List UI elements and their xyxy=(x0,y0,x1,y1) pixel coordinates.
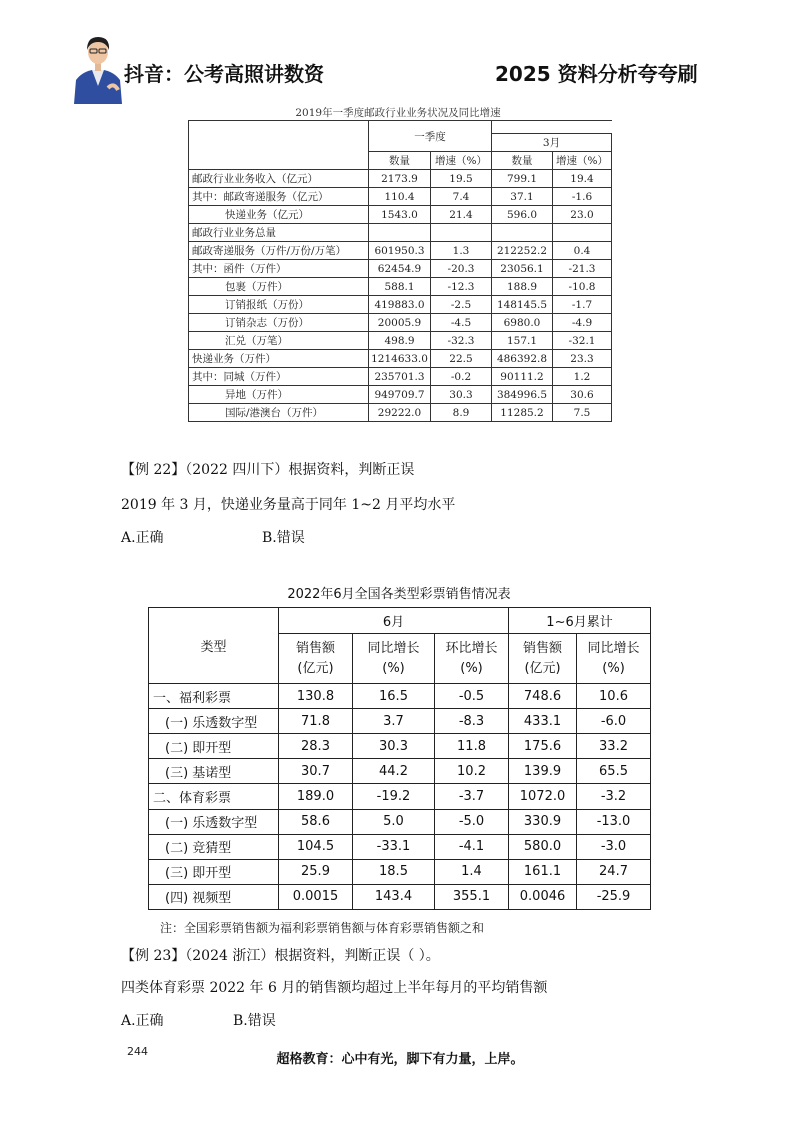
cell: 130.8 xyxy=(279,684,353,709)
row-label: 快递业务（亿元） xyxy=(189,206,369,224)
cell: 143.4 xyxy=(353,884,435,909)
col-header-line1: 销售额 xyxy=(523,640,563,656)
example23-title: 【例 23】（2024 浙江）根据资料，判断正误（ ）。 xyxy=(121,948,440,964)
row-label: (三) 基诺型 xyxy=(149,759,279,784)
table2-note: 注：全国彩票销售额为福利彩票销售额与体育彩票销售额之和 xyxy=(160,921,485,935)
table1-group-q1: 一季度 xyxy=(369,121,492,152)
cell: 23.3 xyxy=(553,350,612,368)
row-label: 邮政寄递服务（万件/万份/万笔） xyxy=(189,242,369,260)
cell: -0.2 xyxy=(431,368,492,386)
cell: 3.7 xyxy=(353,709,435,734)
cell: -5.0 xyxy=(435,809,509,834)
table1-title: 2019年一季度邮政行业业务状况及同比增速 xyxy=(295,107,501,119)
table2-col-header xyxy=(435,634,509,684)
cell: 20005.9 xyxy=(369,314,431,332)
table1-col-header: 增速（%） xyxy=(431,152,492,170)
row-label: 其中：同城（万件） xyxy=(189,368,369,386)
table2-header-row xyxy=(149,608,651,634)
cell: -4.1 xyxy=(435,834,509,859)
table-row xyxy=(189,188,612,206)
table2-col-header xyxy=(577,634,651,684)
row-label: (三) 即开型 xyxy=(149,859,279,884)
col-header-line2: (%) xyxy=(382,660,405,676)
col-header-line2: (亿元) xyxy=(524,660,561,676)
row-label: (二) 竞猜型 xyxy=(149,834,279,859)
example23-option-b[interactable]: B.错误 xyxy=(233,1013,276,1029)
cell xyxy=(431,224,492,242)
cell: 799.1 xyxy=(492,170,553,188)
cell: 18.5 xyxy=(353,859,435,884)
cell: 8.9 xyxy=(431,404,492,422)
col-header-line2: (%) xyxy=(602,660,625,676)
cell: 71.8 xyxy=(279,709,353,734)
cell: -0.5 xyxy=(435,684,509,709)
cell: 29222.0 xyxy=(369,404,431,422)
cell: 139.9 xyxy=(509,759,577,784)
cell: 161.1 xyxy=(509,859,577,884)
row-label: 订销杂志（万份） xyxy=(189,314,369,332)
row-label: 异地（万件） xyxy=(189,386,369,404)
cell: 1214633.0 xyxy=(369,350,431,368)
cell: 189.0 xyxy=(279,784,353,809)
example22-title: 【例 22】（2022 四川下）根据资料，判断正误 xyxy=(121,462,415,478)
row-label: 包裹（万件） xyxy=(189,278,369,296)
table1-corner-cell xyxy=(189,121,369,170)
col-header-line2: (亿元) xyxy=(297,660,334,676)
cell: 486392.8 xyxy=(492,350,553,368)
row-label: 二、体育彩票 xyxy=(149,784,279,809)
cell: -32.3 xyxy=(431,332,492,350)
table-row xyxy=(189,332,612,350)
cell: 949709.7 xyxy=(369,386,431,404)
table2-group-cumulative: 1~6月累计 xyxy=(509,608,651,634)
table-row xyxy=(189,350,612,368)
example22-option-b[interactable]: B.错误 xyxy=(262,530,305,546)
cell: 23056.1 xyxy=(492,260,553,278)
cell: 90111.2 xyxy=(492,368,553,386)
cell: 212252.2 xyxy=(492,242,553,260)
cell: -1.6 xyxy=(553,188,612,206)
table-row xyxy=(149,759,651,784)
cell: 19.5 xyxy=(431,170,492,188)
cell: -33.1 xyxy=(353,834,435,859)
cell: 748.6 xyxy=(509,684,577,709)
cell: 601950.3 xyxy=(369,242,431,260)
cell: 21.4 xyxy=(431,206,492,224)
example23-question: 四类体育彩票 2022 年 6 月的销售额均超过上半年每月的平均销售额 xyxy=(121,980,548,996)
cell: 110.4 xyxy=(369,188,431,206)
row-label: 快递业务（万件） xyxy=(189,350,369,368)
col-header-line1: 同比增长 xyxy=(587,640,640,656)
cell: 588.1 xyxy=(369,278,431,296)
table2-col-header xyxy=(509,634,577,684)
table-row xyxy=(189,224,612,242)
cell: 10.6 xyxy=(577,684,651,709)
cell: 23.0 xyxy=(553,206,612,224)
col-header-line1: 销售额 xyxy=(295,640,335,656)
cell: 10.2 xyxy=(435,759,509,784)
cell: -3.0 xyxy=(577,834,651,859)
cell xyxy=(553,224,612,242)
cell: 30.3 xyxy=(353,734,435,759)
cell: 1072.0 xyxy=(509,784,577,809)
row-label: 邮政行业业务总量 xyxy=(189,224,369,242)
table1-col-header: 数量 xyxy=(492,152,553,170)
col-header-line1: 同比增长 xyxy=(367,640,420,656)
cell: 188.9 xyxy=(492,278,553,296)
table-row xyxy=(189,242,612,260)
table-row xyxy=(189,386,612,404)
cell: 7.5 xyxy=(553,404,612,422)
col-header-line2: (%) xyxy=(460,660,483,676)
cell: -6.0 xyxy=(577,709,651,734)
cell: -25.9 xyxy=(577,884,651,909)
cell xyxy=(492,224,553,242)
cell: -12.3 xyxy=(431,278,492,296)
table-row xyxy=(189,170,612,188)
row-label: 其中：邮政寄递服务（亿元） xyxy=(189,188,369,206)
table2-group-june: 6月 xyxy=(279,608,509,634)
cell: -3.2 xyxy=(577,784,651,809)
cell: 1.4 xyxy=(435,859,509,884)
cell: 19.4 xyxy=(553,170,612,188)
row-label: 邮政行业业务收入（亿元） xyxy=(189,170,369,188)
cell xyxy=(369,224,431,242)
cell: 44.2 xyxy=(353,759,435,784)
table1-group-mar-spacer xyxy=(492,121,612,134)
cell: 419883.0 xyxy=(369,296,431,314)
cell: 22.5 xyxy=(431,350,492,368)
cell: 11.8 xyxy=(435,734,509,759)
cell: 5.0 xyxy=(353,809,435,834)
cell: 30.6 xyxy=(553,386,612,404)
table-row xyxy=(189,206,612,224)
header-left-title: 抖音：公考高照讲数资 xyxy=(124,62,324,86)
cell: 1.2 xyxy=(553,368,612,386)
cell: -4.5 xyxy=(431,314,492,332)
cell: 104.5 xyxy=(279,834,353,859)
table2-col-header xyxy=(279,634,353,684)
cell: 1543.0 xyxy=(369,206,431,224)
cell: 433.1 xyxy=(509,709,577,734)
table-row xyxy=(189,278,612,296)
cell: 16.5 xyxy=(353,684,435,709)
row-label: 其中：函件（万件） xyxy=(189,260,369,278)
cell: 30.7 xyxy=(279,759,353,784)
cell: 0.0046 xyxy=(509,884,577,909)
cell: -21.3 xyxy=(553,260,612,278)
table-row xyxy=(149,859,651,884)
cell: -2.5 xyxy=(431,296,492,314)
cell: 0.0015 xyxy=(279,884,353,909)
cell: 580.0 xyxy=(509,834,577,859)
row-label: 订销报纸（万份） xyxy=(189,296,369,314)
table2-type-header: 类型 xyxy=(149,608,279,684)
cell: 6980.0 xyxy=(492,314,553,332)
row-label: (二) 即开型 xyxy=(149,734,279,759)
table-row xyxy=(189,404,612,422)
cell: -19.2 xyxy=(353,784,435,809)
presenter-avatar xyxy=(72,28,124,104)
cell: 7.4 xyxy=(431,188,492,206)
cell: 330.9 xyxy=(509,809,577,834)
cell: -8.3 xyxy=(435,709,509,734)
postal-business-table xyxy=(188,120,612,422)
table1-header-row xyxy=(189,121,612,134)
example22-option-a[interactable]: A.正确 xyxy=(121,530,164,546)
cell: -1.7 xyxy=(553,296,612,314)
row-label: (一) 乐透数字型 xyxy=(149,709,279,734)
lottery-sales-table xyxy=(148,607,651,910)
table1-group-mar: 3月 xyxy=(492,134,612,152)
header-right-title: 2025 资料分析夸夸刷 xyxy=(495,62,698,86)
footer-slogan: 超格教育：心中有光，脚下有力量，上岸。 xyxy=(276,1052,524,1067)
table-row xyxy=(149,709,651,734)
cell: 28.3 xyxy=(279,734,353,759)
cell: -10.8 xyxy=(553,278,612,296)
cell: 235701.3 xyxy=(369,368,431,386)
cell: -13.0 xyxy=(577,809,651,834)
table-row xyxy=(189,296,612,314)
cell: -3.7 xyxy=(435,784,509,809)
table-row xyxy=(149,884,651,909)
table1-col-header: 增速（%） xyxy=(553,152,612,170)
cell: 355.1 xyxy=(435,884,509,909)
table-row xyxy=(149,809,651,834)
cell: -4.9 xyxy=(553,314,612,332)
table2-col-header xyxy=(353,634,435,684)
row-label: 汇兑（万笔） xyxy=(189,332,369,350)
cell: 596.0 xyxy=(492,206,553,224)
example23-option-a[interactable]: A.正确 xyxy=(121,1013,164,1029)
table-row xyxy=(149,684,651,709)
table-row xyxy=(189,368,612,386)
page-number: 244 xyxy=(127,1045,148,1058)
cell: 11285.2 xyxy=(492,404,553,422)
row-label: 一、福利彩票 xyxy=(149,684,279,709)
cell: 33.2 xyxy=(577,734,651,759)
cell: -20.3 xyxy=(431,260,492,278)
cell: 65.5 xyxy=(577,759,651,784)
cell: 24.7 xyxy=(577,859,651,884)
cell: 148145.5 xyxy=(492,296,553,314)
table-row xyxy=(149,734,651,759)
table-row xyxy=(189,314,612,332)
col-header-line1: 环比增长 xyxy=(445,640,498,656)
table2-title: 2022年6月全国各类型彩票销售情况表 xyxy=(287,587,511,602)
cell: 157.1 xyxy=(492,332,553,350)
table1-col-header: 数量 xyxy=(369,152,431,170)
cell: 2173.9 xyxy=(369,170,431,188)
table-row xyxy=(189,260,612,278)
table-row xyxy=(149,834,651,859)
cell: 384996.5 xyxy=(492,386,553,404)
row-label: (四) 视频型 xyxy=(149,884,279,909)
row-label: (一) 乐透数字型 xyxy=(149,809,279,834)
row-label: 国际/港澳台（万件） xyxy=(189,404,369,422)
cell: 62454.9 xyxy=(369,260,431,278)
example22-question: 2019 年 3 月，快递业务量高于同年 1~2 月平均水平 xyxy=(121,497,456,513)
cell: 175.6 xyxy=(509,734,577,759)
cell: 1.3 xyxy=(431,242,492,260)
cell: 498.9 xyxy=(369,332,431,350)
cell: 0.4 xyxy=(553,242,612,260)
cell: -32.1 xyxy=(553,332,612,350)
cell: 25.9 xyxy=(279,859,353,884)
cell: 58.6 xyxy=(279,809,353,834)
table-row xyxy=(149,784,651,809)
cell: 37.1 xyxy=(492,188,553,206)
cell: 30.3 xyxy=(431,386,492,404)
